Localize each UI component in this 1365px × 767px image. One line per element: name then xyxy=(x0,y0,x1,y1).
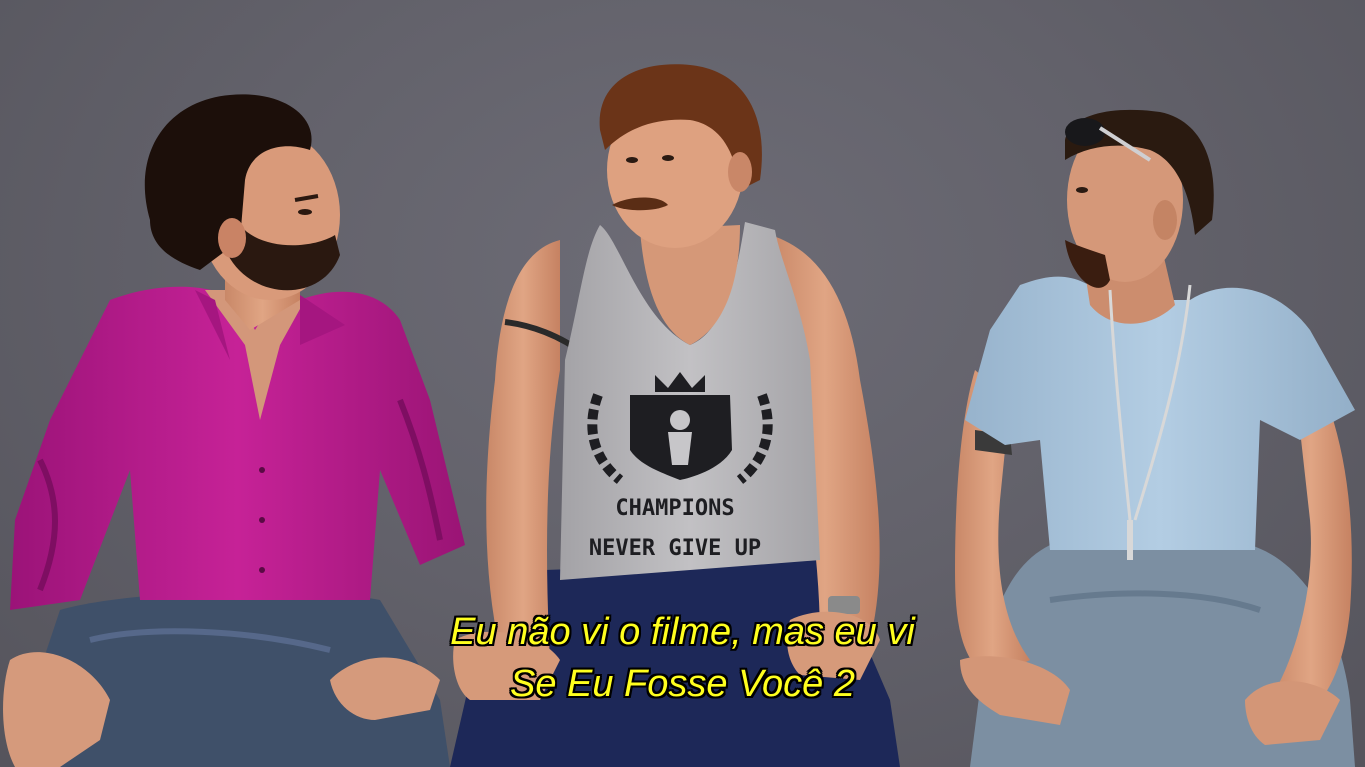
subtitles xyxy=(0,606,1365,710)
subtitle-line-2: Se Eu Fosse Você 2 xyxy=(509,663,855,705)
tank-top-print-line1: CHAMPIONS xyxy=(615,496,735,521)
tank-top-print-line2: NEVER GIVE UP xyxy=(588,536,762,561)
subtitle-line-1: Eu não vi o filme, mas eu vi xyxy=(450,611,915,653)
